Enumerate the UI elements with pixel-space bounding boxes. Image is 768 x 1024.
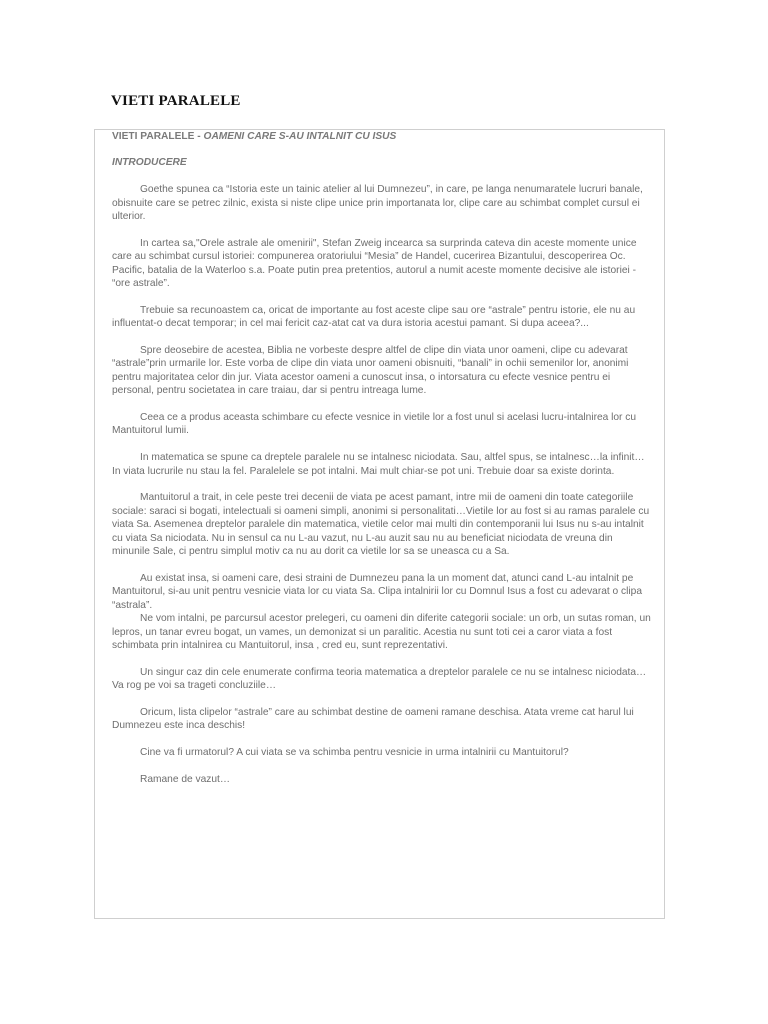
paragraph-11: Oricum, lista clipelor “astrale” care au schimbat destine de oameni ramane deschisa. Atata vreme cat harul lui Dumnezeu este inca deschis! [112, 706, 634, 732]
paragraph-9: Ne vom intalni, pe parcursul acestor prelegeri, cu oameni din diferite categorii sociale: un orb, un sutas roman, un lepros, un tanar evreu bogat, un vames, un demonizat si un paralitic. Acestia nu sunt toti cei a caror viata a fost schimbata prin intalnirea cu Mantuitorul, insa , cred eu, sunt reprezentativi. [112, 613, 651, 651]
document-body [112, 130, 652, 786]
paragraph-4: Spre deosebire de acestea, Biblia ne vorbeste despre altfel de clipe din viata unor oameni, clipe cu adevarat “astrale”prin urmarile lor. Este vorba de clipe din viata unor oameni obisnuiti, “banali” in ochii semenilor lor, anonimi pentru majoritatea celor din jur. Viata acestor oameni a cunoscut insa, o intorsatura cu efecte vesnice pentru ei personal, pentru societatea in care traiau, dar si pentru intreaga lume. [112, 345, 629, 397]
paragraph-1: Goethe spunea ca “Istoria este un tainic atelier al lui Dumnezeu”, in care, pe langa nenumaratele lucruri banale, obisnuite care se petrec zilnic, exista si niste clipe unice prin importanata lor, clipe care au schimbat complet cursul ei ulterior. [112, 184, 643, 223]
paragraph-5: Ceea ce a produs aceasta schimbare cu efecte vesnice in vietile lor a fost unul si acelasi lucru-intalnirea lor cu Mantuitorul lumii. [112, 412, 637, 437]
paragraph-12: Cine va fi urmatorul? A cui viata se va schimba pentru vesnicie in urma intalnirii cu Mantuitorul? [140, 747, 569, 759]
paragraph-7: Mantuitorul a trait, in cele peste trei decenii de viata pe acest pamant, intre mii de oameni din toate categoriile sociale: saraci si bogati, intelectuali si oameni simpli, anonimi si personalitati…Vietile lor au fost si au ramas paralele cu viata Sa. Asemenea dreptelor paralele din matematica, vietile celor mai multi din contemporanii lui Isus nu s-au intalnit cu viata Sa niciodata. Nu in sensul ca nu L-au vazut, nu L-au auzit sau nu au beneficiat niciodata de vreuna din minunile Sale, ci pentru simplul motiv ca nu au dorit ca vietile lor sa se uneasca cu a Sa. [112, 492, 650, 558]
document-frame [94, 129, 665, 919]
paragraph-10: Un singur caz din cele enumerate confirma teoria matematica a dreptelor paralele ce nu se intalnesc niciodata…Va rog pe voi sa trageti concluziile… [112, 666, 647, 692]
paragraph-6: In matematica se spune ca dreptele paralele nu se intalnesc niciodata. Sau, altfel spus, se intalnesc…la infinit…In viata lucrurile nu stau la fel. Paralelele se pot intalni. Mai mult chiar-se pot uni. Trebuie doar sa existe dorinta. [112, 452, 645, 477]
paragraph-8: Au existat insa, si oameni care, desi straini de Dumnezeu pana la un moment dat, atunci cand L-au intalnit pe Mantuitorul, si-au unit pentru vesnicie viata lor cu viata Sa. Clipa intalnirii lor cu Domnul Isus a fost cu adevarat o clipa “astrala”. [112, 572, 643, 611]
header-main: VIETI PARALELE [112, 131, 195, 142]
page-title: VIETI PARALELE [111, 93, 241, 109]
paragraph-13: Ramane de vazut… [140, 773, 231, 785]
document-header [112, 130, 652, 143]
header-separator: - [194, 131, 204, 142]
paragraph-2: In cartea sa,"Orele astrale ale omenirii", Stefan Zweig incearca sa surprinda cateva din aceste momente unice care au schimbat cursul istoriei: compunerea oratoriului “Mesia” de Handel, cucerirea Bizantului, descoperirea Oc. Pacific, batalia de la Waterloo s.a. Poate putin prea pretentios, autorul a numit aceste momente decisive ale istoriei - “ore astrale”. [112, 237, 637, 290]
intro-heading: INTRODUCERE [112, 157, 187, 169]
header-subtitle: OAMENI CARE S-AU INTALNIT CU ISUS [203, 131, 397, 142]
paragraph-3: Trebuie sa recunoastem ca, oricat de importante au fost aceste clipe sau ore “astrale” pentru istorie, ele nu au influentat-o decat temporar; in cel mai fericit caz-atat cat va dura istoria acestui pamant. Si dupa aceea?... [112, 304, 636, 330]
